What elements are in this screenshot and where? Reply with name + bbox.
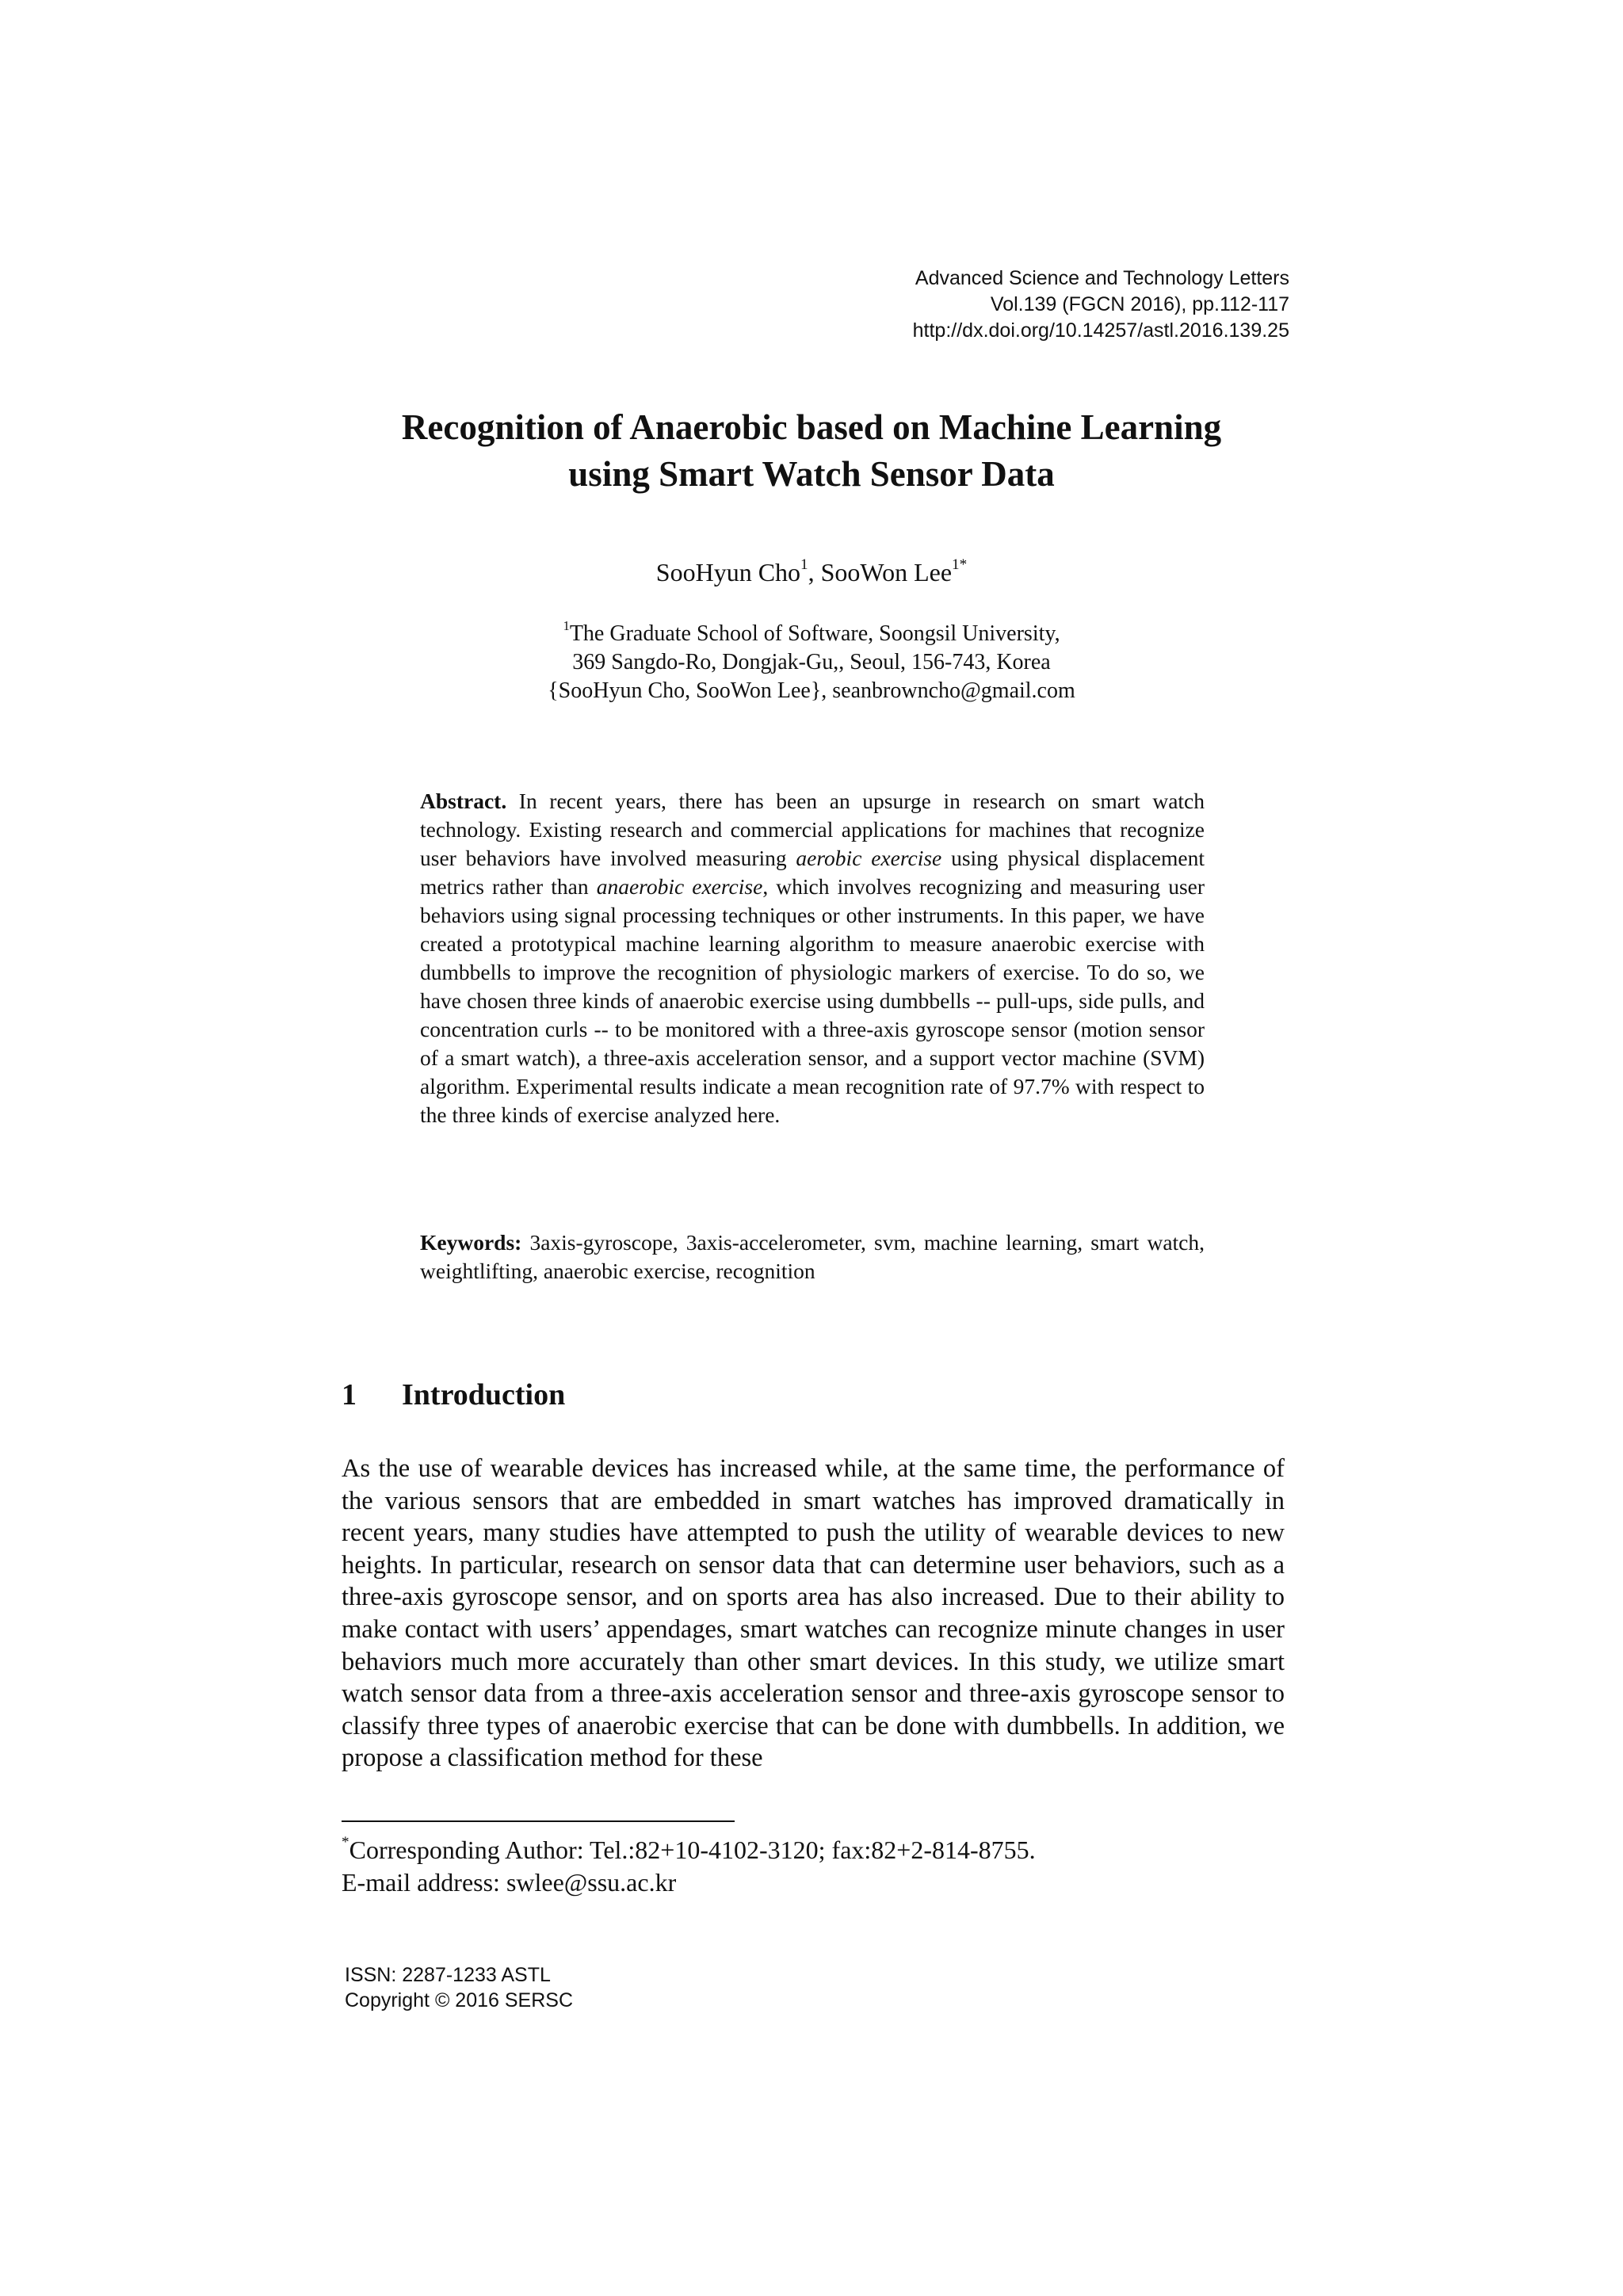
keywords-label: Keywords: [420, 1230, 522, 1255]
author-separator: , [808, 558, 821, 586]
author-2-name: SooWon Lee [820, 558, 953, 586]
author-1-name: SooHyun Cho [655, 558, 801, 586]
footnote [342, 1834, 1036, 1899]
abstract-italic-anaerobic: anaerobic exercise [596, 874, 763, 899]
affiliation-line-1 [0, 620, 1623, 648]
copyright: Copyright © 2016 SERSC [345, 1989, 574, 2011]
abstract-label: Abstract. [420, 789, 507, 813]
author-list [0, 556, 1623, 588]
abstract-italic-aerobic: aerobic exercise [796, 846, 942, 870]
abstract-text-part-3: , which involves recognizing and measuring user behaviors using signal processing techniques or other instruments. In this paper, we have created a prototypical machine learning algorithm to measure anaerobic exercise with dumbbells to improve the recognition of physiologic markers of exercise. To do so, we have chosen three kinds of anaerobic exercise using dumbbells -- pull-ups, side pulls, and concentration curls -- to be monitored with a three-axis gyroscope sensor (motion sensor of a smart watch), a three-axis acceleration sensor, and a support vector machine (SVM) algorithm. Experimental results indicate a mean recognition rate of 97.7% with respect to the three kinds of exercise analyzed here. [420, 874, 1205, 1127]
footnote-email: E-mail address: swlee@ssu.ac.kr [342, 1868, 677, 1897]
author-2-affiliation-mark: 1* [952, 556, 968, 574]
footnote-corresponding-author: Corresponding Author: Tel.:82+10-4102-3120; fax:82+2-814-8755. [349, 1836, 1036, 1864]
paper-title [0, 404, 1623, 498]
abstract-text-part-2: using physical displacement metrics rather than [420, 846, 1205, 899]
title-line-1: Recognition of Anaerobic based on Machine Learning [401, 407, 1222, 447]
affiliation-institution: The Graduate School of Software, Soongsil University, [569, 621, 1060, 646]
publication-info [345, 1962, 573, 2013]
section-number: 1 [342, 1378, 357, 1412]
title-line-2: using Smart Watch Sensor Data [568, 454, 1055, 494]
abstract-paragraph [420, 787, 1205, 1129]
journal-volume: Vol.139 (FGCN 2016), pp.112-117 [990, 293, 1289, 315]
journal-name: Advanced Science and Technology Letters [915, 267, 1289, 289]
affiliation-contact-email: {SooHyun Cho, SooWon Lee}, seanbrowncho@gmail.com [548, 678, 1075, 703]
section-heading [342, 1376, 565, 1414]
affiliation-mark: 1 [563, 618, 570, 634]
abstract-text-part-1: In recent years, there has been an upsurge in research on smart watch technology. Existing research and commercial applications for machines that recognize user behaviors have involved measuring [420, 789, 1205, 870]
keywords-text: 3axis-gyroscope, 3axis-accelerometer, svm, machine learning, smart watch, weightlifting, anaerobic exercise, recognition [420, 1230, 1205, 1283]
section-title: Introduction [402, 1378, 566, 1412]
affiliation-address: 369 Sangdo-Ro, Dongjak-Gu,, Seoul, 156-743, Korea [572, 650, 1051, 674]
journal-header [913, 266, 1289, 344]
author-1-affiliation-mark: 1 [800, 556, 808, 574]
affiliation-block [0, 620, 1623, 705]
introduction-paragraph: As the use of wearable devices has increased while, at the same time, the performance of the various sensors that are embedded in smart watches has improved dramatically in recent years, many studies have attempted to push the utility of wearable devices to new heights. In particular, research on sensor data that can determine user behaviors, such as a three-axis gyroscope sensor, and on sports area has also increased. Due to their ability to make contact with users’ appendages, smart watches can recognize minute changes in user behaviors much more accurately than other smart devices. In this study, we utilize smart watch sensor data from a three-axis acceleration sensor and three-axis gyroscope sensor to classify three types of anaerobic exercise that can be done with dumbbells. In addition, we propose a classification method for these [342, 1454, 1285, 1773]
journal-doi-link[interactable]: http://dx.doi.org/10.14257/astl.2016.139.25 [912, 319, 1289, 342]
footnote-divider [342, 1820, 735, 1822]
issn: ISSN: 2287-1233 ASTL [345, 1964, 551, 1986]
keywords-paragraph [420, 1228, 1205, 1286]
footnote-line-1 [342, 1834, 1036, 1866]
footnote-mark: * [342, 1834, 349, 1851]
